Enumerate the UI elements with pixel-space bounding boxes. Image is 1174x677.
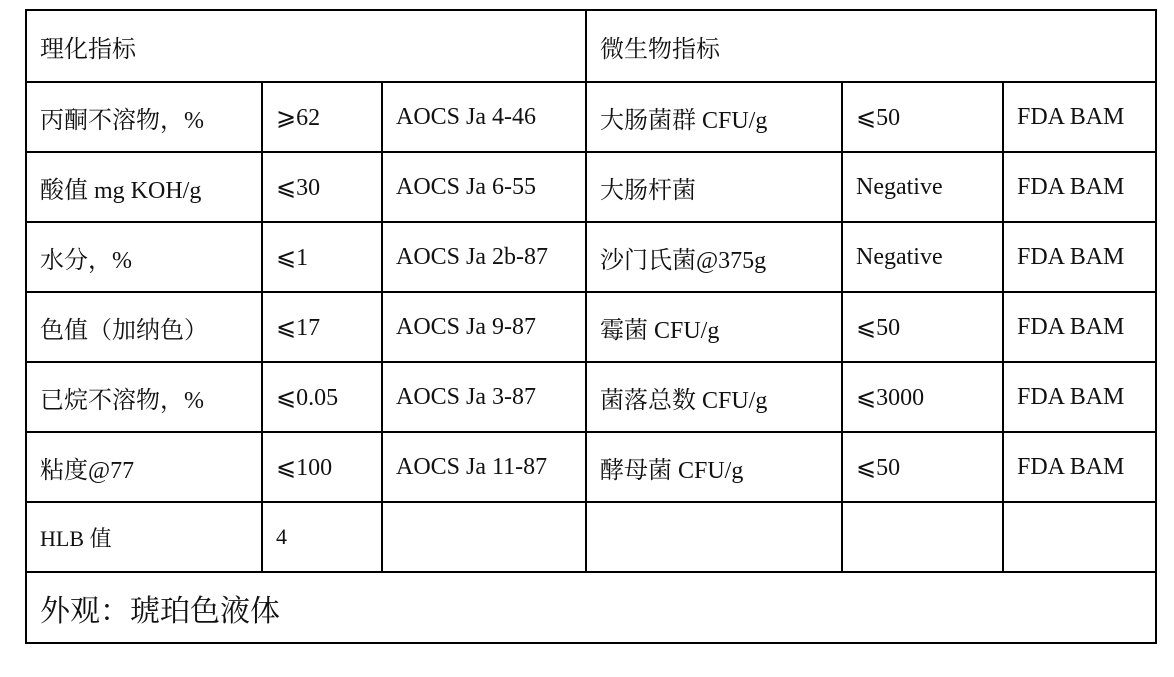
micro-value: ⩽50: [842, 82, 1003, 152]
physchem-item: 色值（加纳色）: [26, 292, 262, 362]
physchem-method: AOCS Ja 3-87: [382, 362, 586, 432]
footer-row: [26, 572, 1156, 643]
table-row: [26, 222, 1156, 292]
empty-cell: [586, 502, 842, 572]
micro-item: 酵母菌 CFU/g: [586, 432, 842, 502]
specification-table: [25, 9, 1157, 644]
physchem-value: ⩽30: [262, 152, 382, 222]
physchem-method: AOCS Ja 9-87: [382, 292, 586, 362]
micro-method: FDA BAM: [1003, 292, 1156, 362]
table-row: [26, 152, 1156, 222]
physchem-value: ⩽1: [262, 222, 382, 292]
physchem-item: 已烷不溶物，%: [26, 362, 262, 432]
physchem-value: ⩽100: [262, 432, 382, 502]
micro-method: FDA BAM: [1003, 222, 1156, 292]
micro-item: 沙门氏菌@375g: [586, 222, 842, 292]
micro-header: 微生物指标: [586, 10, 1156, 82]
empty-cell: [842, 502, 1003, 572]
header-row: [26, 10, 1156, 82]
physchem-method: AOCS Ja 4-46: [382, 82, 586, 152]
physchem-method: AOCS Ja 6-55: [382, 152, 586, 222]
micro-item: 大肠杆菌: [586, 152, 842, 222]
micro-method: FDA BAM: [1003, 82, 1156, 152]
appearance-note: 外观：琥珀色液体: [26, 572, 1156, 643]
table-row: [26, 82, 1156, 152]
hlb-label: HLB 值: [26, 502, 262, 572]
physchem-value: ⩽0.05: [262, 362, 382, 432]
micro-value: Negative: [842, 152, 1003, 222]
micro-value: Negative: [842, 222, 1003, 292]
micro-item: 大肠菌群 CFU/g: [586, 82, 842, 152]
empty-cell: [1003, 502, 1156, 572]
micro-method: FDA BAM: [1003, 152, 1156, 222]
physchem-item: 水分，%: [26, 222, 262, 292]
physchem-method: AOCS Ja 11-87: [382, 432, 586, 502]
table-row: [26, 432, 1156, 502]
physchem-item: 粘度@77: [26, 432, 262, 502]
physchem-value: ⩽17: [262, 292, 382, 362]
micro-value: ⩽50: [842, 432, 1003, 502]
micro-method: FDA BAM: [1003, 362, 1156, 432]
table-row: [26, 362, 1156, 432]
micro-item: 菌落总数 CFU/g: [586, 362, 842, 432]
micro-value: ⩽3000: [842, 362, 1003, 432]
micro-value: ⩽50: [842, 292, 1003, 362]
micro-method: FDA BAM: [1003, 432, 1156, 502]
physchem-item: 酸值 mg KOH/g: [26, 152, 262, 222]
hlb-value: 4: [262, 502, 382, 572]
table-row: [26, 292, 1156, 362]
physchem-method: AOCS Ja 2b-87: [382, 222, 586, 292]
physchem-header: 理化指标: [26, 10, 586, 82]
table-row: [26, 502, 1156, 572]
empty-cell: [382, 502, 586, 572]
physchem-value: ⩾62: [262, 82, 382, 152]
physchem-item: 丙酮不溶物，%: [26, 82, 262, 152]
micro-item: 霉菌 CFU/g: [586, 292, 842, 362]
